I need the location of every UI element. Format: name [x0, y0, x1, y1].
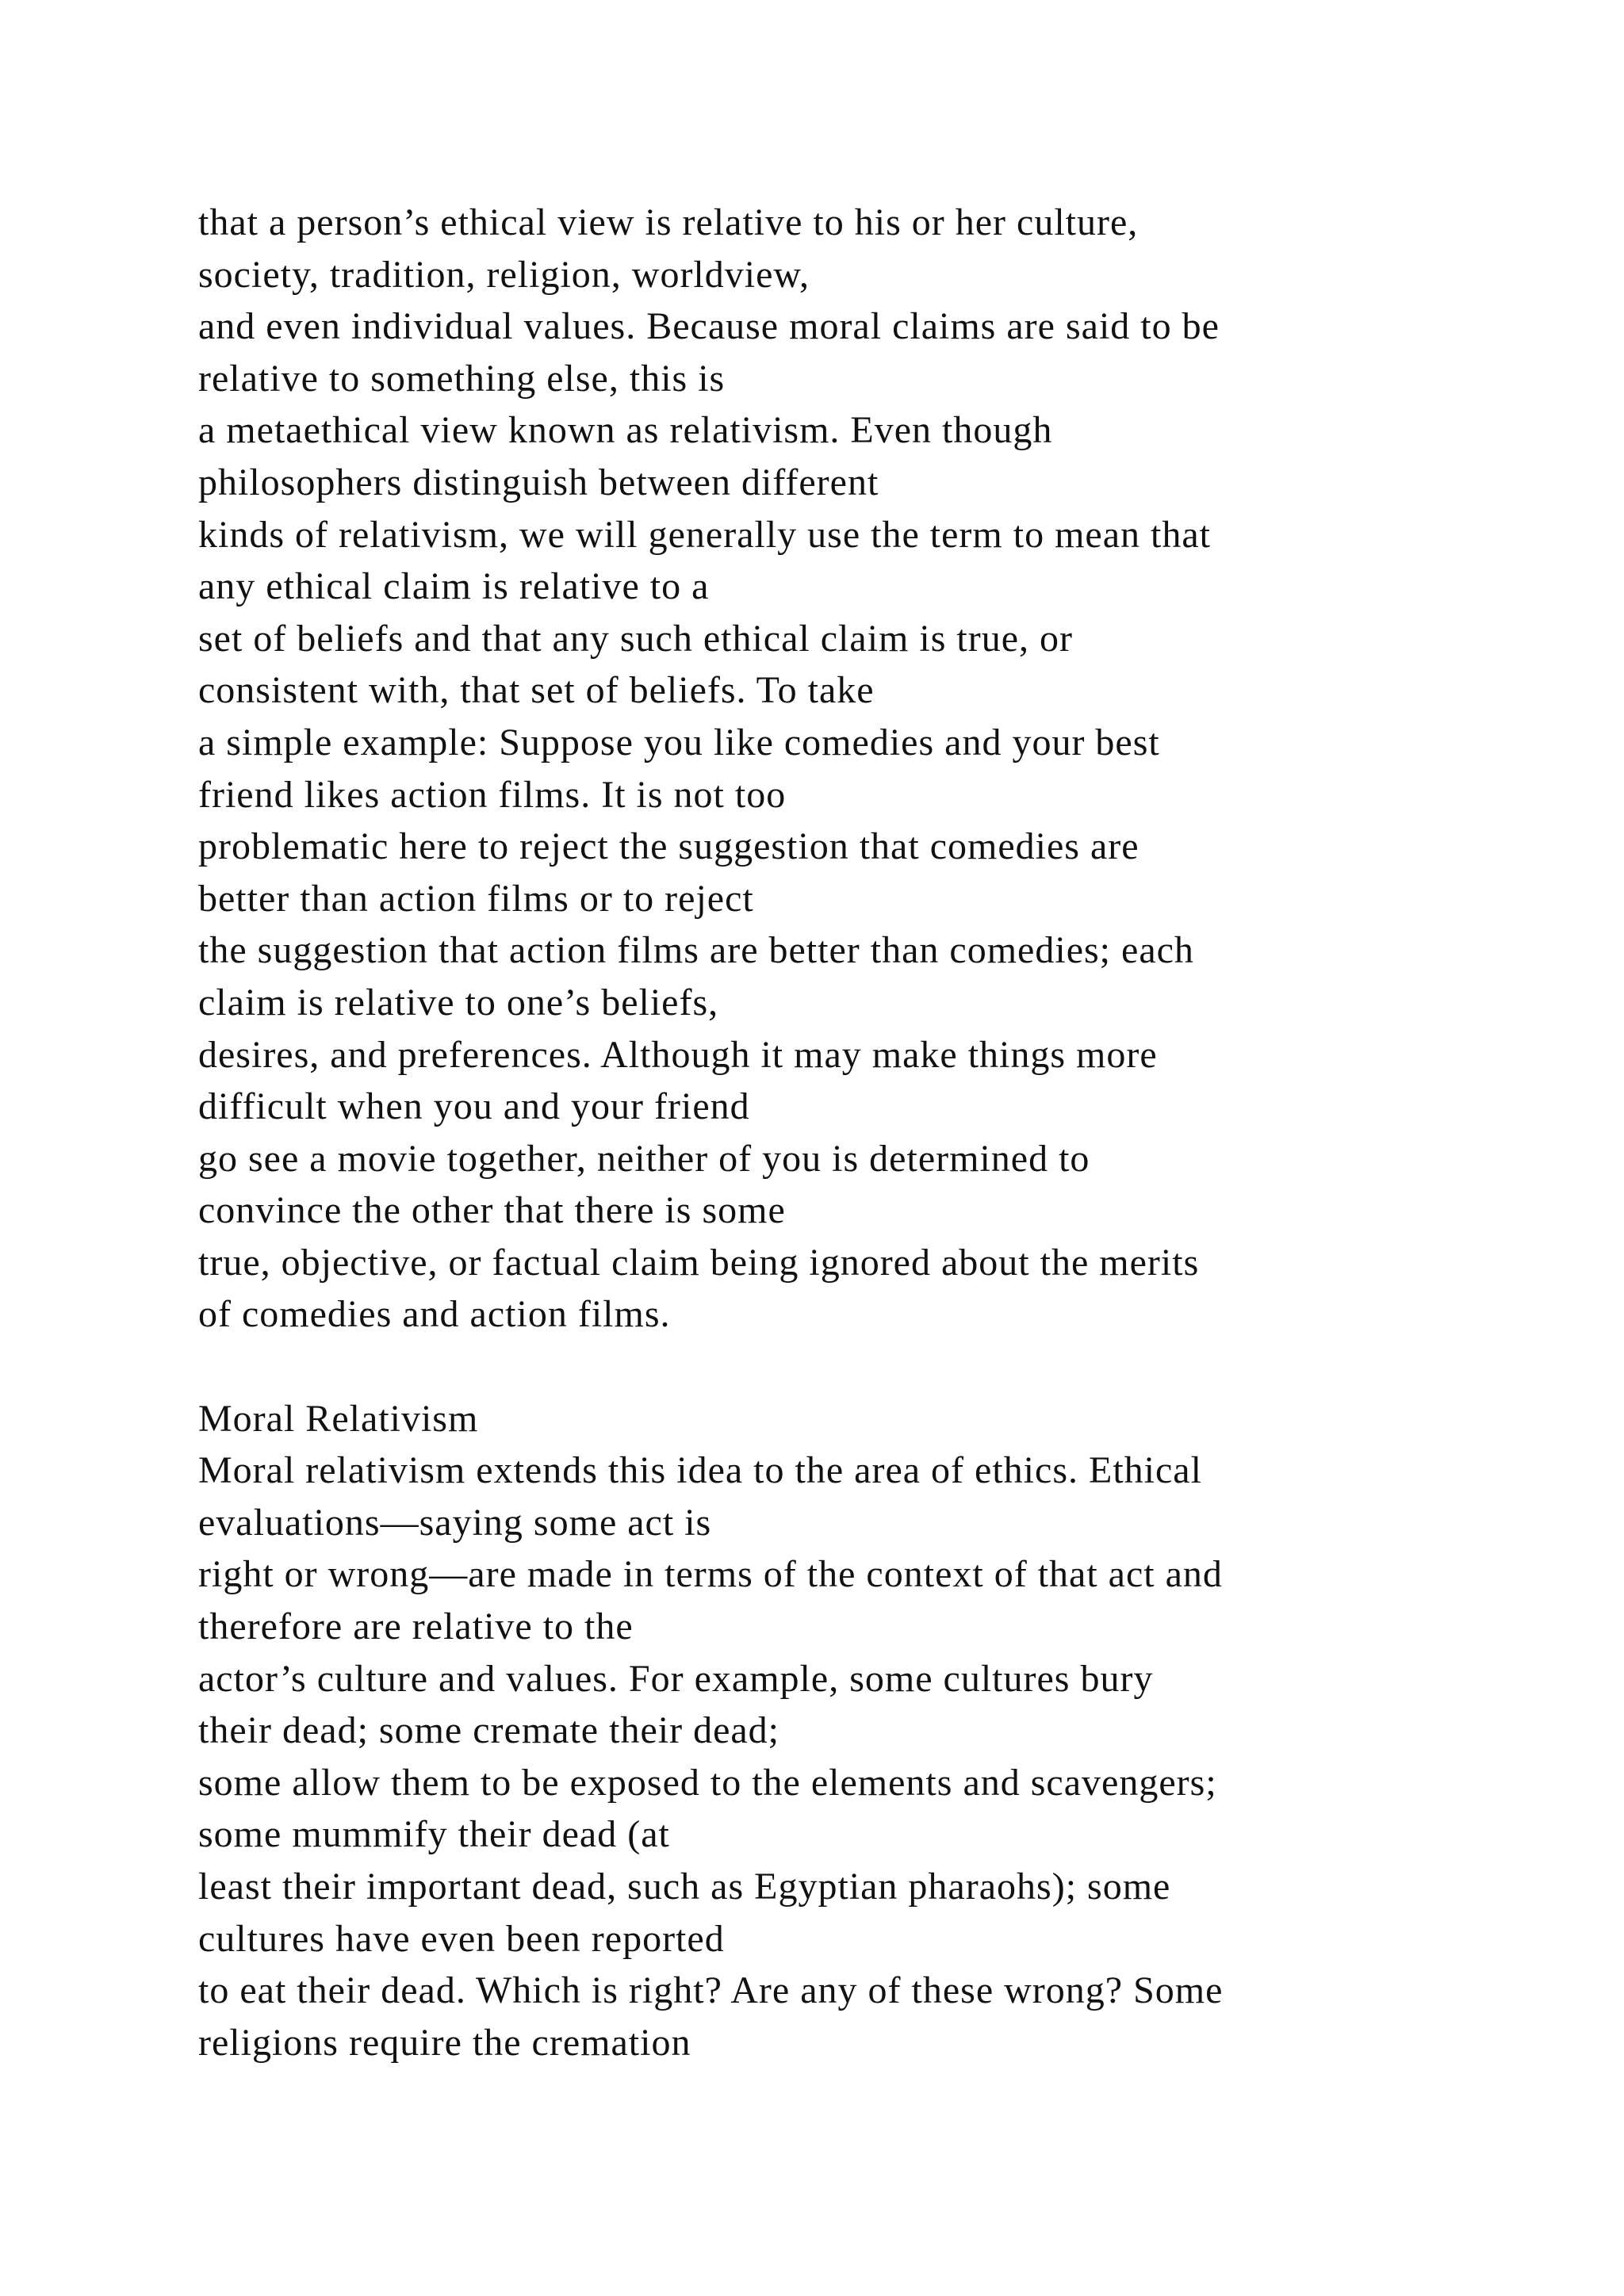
- text-line: that a person’s ethical view is relative to his or her culture,: [198, 201, 1139, 243]
- text-line: philosophers distinguish between different: [198, 461, 879, 503]
- section-heading: Moral Relativism: [198, 1397, 479, 1440]
- text-line: any ethical claim is relative to a: [198, 565, 710, 608]
- text-line: Moral relativism extends this idea to the area of ethics. Ethical: [198, 1449, 1202, 1492]
- text-line: religions require the cremation: [198, 2021, 691, 2064]
- paragraph-moral-relativism: [198, 1445, 1546, 2068]
- text-line: and even individual values. Because moral claims are said to be: [198, 305, 1220, 348]
- text-line: a simple example: Suppose you like comedies and your best: [198, 721, 1160, 763]
- text-line: therefore are relative to the: [198, 1605, 634, 1648]
- document-body: [198, 197, 1546, 2068]
- text-line: their dead; some cremate their dead;: [198, 1709, 780, 1752]
- text-line: some allow them to be exposed to the elements and scavengers;: [198, 1761, 1217, 1804]
- text-line: society, tradition, religion, worldview,: [198, 253, 810, 296]
- text-line: a metaethical view known as relativism. Even though: [198, 409, 1053, 452]
- text-line: claim is relative to one’s beliefs,: [198, 981, 719, 1024]
- text-line: friend likes action films. It is not too: [198, 773, 787, 816]
- text-line: cultures have even been reported: [198, 1917, 725, 1960]
- text-line: the suggestion that action films are better than comedies; each: [198, 929, 1194, 972]
- text-line: evaluations—saying some act is: [198, 1501, 712, 1544]
- text-line: relative to something else, this is: [198, 357, 726, 400]
- text-line: least their important dead, such as Egyptian pharaohs); some: [198, 1866, 1171, 1908]
- text-line: actor’s culture and values. For example, some cultures bury: [198, 1657, 1154, 1700]
- paragraph-spacer: [198, 1341, 1546, 1393]
- text-line: better than action films or to reject: [198, 877, 754, 920]
- text-line: some mummify their dead (at: [198, 1813, 670, 1856]
- text-line: go see a movie together, neither of you is determined to: [198, 1137, 1090, 1180]
- text-line: true, objective, or factual claim being ignored about the merits: [198, 1241, 1200, 1284]
- text-line: problematic here to reject the suggestion that comedies are: [198, 825, 1139, 868]
- text-line: to eat their dead. Which is right? Are any of these wrong? Some: [198, 1969, 1224, 2012]
- text-line: set of beliefs and that any such ethical claim is true, or: [198, 617, 1073, 660]
- text-line: of comedies and action films.: [198, 1293, 671, 1336]
- text-line: kinds of relativism, we will generally use the term to mean that: [198, 513, 1212, 556]
- text-line: desires, and preferences. Although it may make things more: [198, 1033, 1158, 1076]
- text-line: difficult when you and your friend: [198, 1085, 750, 1128]
- text-line: right or wrong—are made in terms of the context of that act and: [198, 1553, 1223, 1596]
- text-line: convince the other that there is some: [198, 1189, 786, 1232]
- text-line: consistent with, that set of beliefs. To take: [198, 669, 875, 712]
- paragraph-relativism-intro: [198, 197, 1546, 1341]
